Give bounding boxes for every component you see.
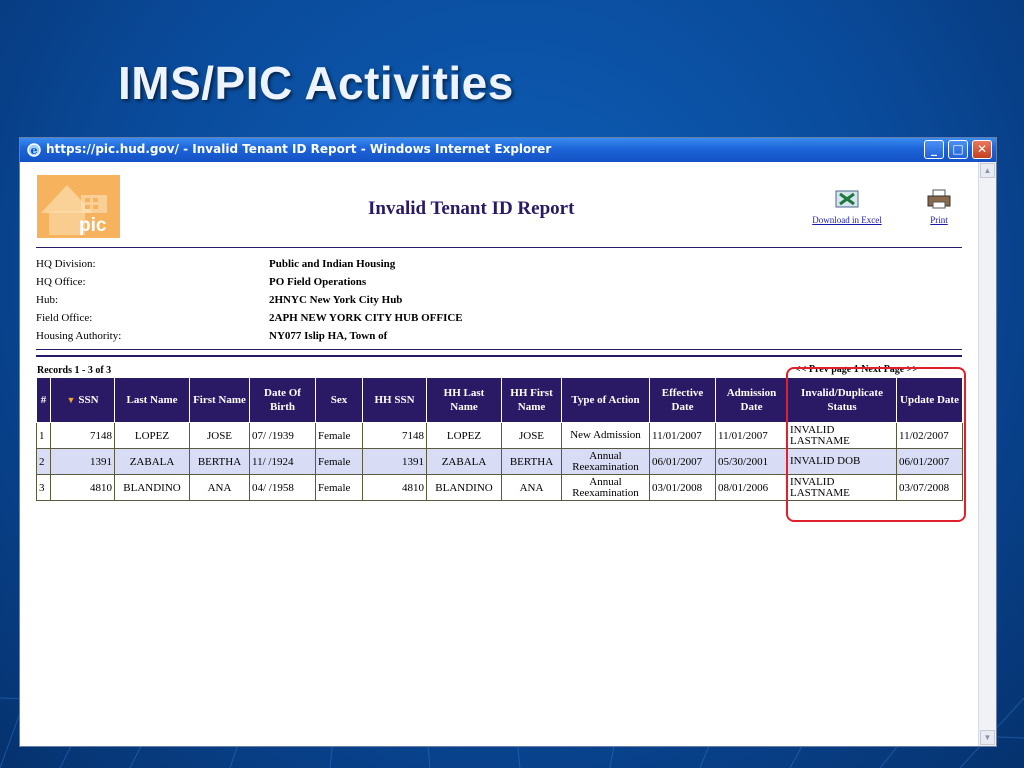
cell-admission-date: 08/01/2006	[716, 475, 788, 501]
col-header-last-name[interactable]: Last Name	[115, 378, 190, 423]
page-content	[20, 162, 996, 746]
info-label: Hub:	[36, 294, 58, 306]
browser-window	[19, 137, 997, 747]
col-header-hh-ssn[interactable]: HH SSN	[363, 378, 427, 423]
cell-update-date: 11/02/2007	[897, 423, 963, 449]
logo-text: pic	[79, 215, 107, 236]
info-label: Housing Authority:	[36, 330, 122, 342]
records-divider	[36, 355, 962, 357]
col-header-hh-last-name[interactable]: HH Last Name	[427, 378, 502, 423]
col-header-first-name[interactable]: First Name	[190, 378, 250, 423]
minimize-button[interactable]: _	[924, 140, 944, 159]
col-header-ssn[interactable]	[51, 378, 115, 423]
col-header-update-date[interactable]: Update Date	[897, 378, 963, 423]
svg-text:e: e	[30, 144, 38, 157]
cell-hh-ssn: 4810	[363, 475, 427, 501]
col-header-date-of-birth[interactable]: Date Of Birth	[250, 378, 316, 423]
excel-icon	[833, 188, 861, 210]
info-value: NY077 Islip HA, Town of	[269, 330, 388, 342]
cell-sex: Female	[316, 475, 363, 501]
cell-number: 3	[37, 475, 51, 501]
cell-ssn: 4810	[51, 475, 115, 501]
cell-date-of-birth: 04/ /1958	[250, 475, 316, 501]
info-label: HQ Office:	[36, 276, 86, 288]
cell-hh-first-name: BERTHA	[502, 449, 562, 475]
cell-hh-last-name: BLANDINO	[427, 475, 502, 501]
vertical-scrollbar[interactable]	[978, 162, 996, 746]
status-highlight-box	[786, 367, 966, 522]
report-title: Invalid Tenant ID Report	[368, 198, 575, 219]
printer-icon	[925, 188, 953, 210]
cell-hh-last-name: LOPEZ	[427, 423, 502, 449]
cell-status: INVALID DOB	[788, 449, 897, 475]
cell-hh-ssn: 1391	[363, 449, 427, 475]
col-header-hh-first-name[interactable]: HH First Name	[502, 378, 562, 423]
col-header-status[interactable]: Invalid/Duplicate Status	[788, 378, 897, 423]
info-value: PO Field Operations	[269, 276, 367, 288]
cell-status: INVALID LASTNAME	[788, 475, 897, 501]
cell-sex: Female	[316, 423, 363, 449]
scroll-up-icon[interactable]: ▲	[980, 163, 995, 178]
info-divider	[36, 349, 962, 350]
cell-hh-last-name: ZABALA	[427, 449, 502, 475]
cell-admission-date: 05/30/2001	[716, 449, 788, 475]
cell-effective-date: 03/01/2008	[650, 475, 716, 501]
header-divider	[36, 247, 962, 248]
cell-type-of-action: New Admission	[562, 423, 650, 449]
pager[interactable]: << Prev page 1 Next Page >>	[795, 364, 919, 375]
print-link[interactable]: Print	[930, 215, 948, 225]
col-header-number[interactable]: #	[37, 378, 51, 423]
download-excel-button[interactable]	[806, 188, 888, 225]
cell-hh-first-name: JOSE	[502, 423, 562, 449]
maximize-button[interactable]: □	[948, 140, 968, 159]
slide-title: IMS/PIC Activities	[118, 57, 514, 109]
cell-last-name: ZABALA	[115, 449, 190, 475]
info-label: HQ Division:	[36, 258, 96, 270]
pic-logo	[37, 175, 120, 238]
cell-effective-date: 11/01/2007	[650, 423, 716, 449]
download-excel-link[interactable]: Download in Excel	[812, 215, 882, 225]
cell-last-name: LOPEZ	[115, 423, 190, 449]
info-value: 2APH NEW YORK CITY HUB OFFICE	[269, 312, 463, 324]
cell-date-of-birth: 07/ /1939	[250, 423, 316, 449]
cell-type-of-action: Annual Reexamination	[562, 475, 650, 501]
col-header-type-of-action[interactable]: Type of Action	[562, 378, 650, 423]
internet-explorer-icon	[26, 142, 42, 158]
col-header-admission-date[interactable]: Admission Date	[716, 378, 788, 423]
info-value: 2HNYC New York City Hub	[269, 294, 403, 306]
cell-number: 2	[37, 449, 51, 475]
cell-ssn: 7148	[51, 423, 115, 449]
cell-last-name: BLANDINO	[115, 475, 190, 501]
sort-down-icon: ▼	[66, 395, 76, 405]
cell-sex: Female	[316, 449, 363, 475]
print-button[interactable]	[924, 188, 954, 225]
scroll-down-icon[interactable]: ▼	[980, 730, 995, 745]
cell-ssn: 1391	[51, 449, 115, 475]
cell-status: INVALID LASTNAME	[788, 423, 897, 449]
cell-date-of-birth: 11/ /1924	[250, 449, 316, 475]
cell-type-of-action: Annual Reexamination	[562, 449, 650, 475]
window-titlebar[interactable]	[20, 138, 996, 162]
col-header-effective-date[interactable]: Effective Date	[650, 378, 716, 423]
cell-effective-date: 06/01/2007	[650, 449, 716, 475]
cell-admission-date: 11/01/2007	[716, 423, 788, 449]
cell-number: 1	[37, 423, 51, 449]
cell-update-date: 03/07/2008	[897, 475, 963, 501]
close-button[interactable]: ✕	[972, 140, 992, 159]
col-header-sex[interactable]: Sex	[316, 378, 363, 423]
cell-first-name: BERTHA	[190, 449, 250, 475]
records-count: Records 1 - 3 of 3	[37, 365, 112, 376]
cell-hh-ssn: 7148	[363, 423, 427, 449]
cell-hh-first-name: ANA	[502, 475, 562, 501]
col-header-label: SSN	[78, 394, 99, 406]
cell-first-name: ANA	[190, 475, 250, 501]
window-title: https://pic.hud.gov/ - Invalid Tenant ID Report - Windows Internet Explorer	[46, 142, 552, 156]
cell-first-name: JOSE	[190, 423, 250, 449]
cell-update-date: 06/01/2007	[897, 449, 963, 475]
info-label: Field Office:	[36, 312, 93, 324]
info-value: Public and Indian Housing	[269, 258, 396, 270]
